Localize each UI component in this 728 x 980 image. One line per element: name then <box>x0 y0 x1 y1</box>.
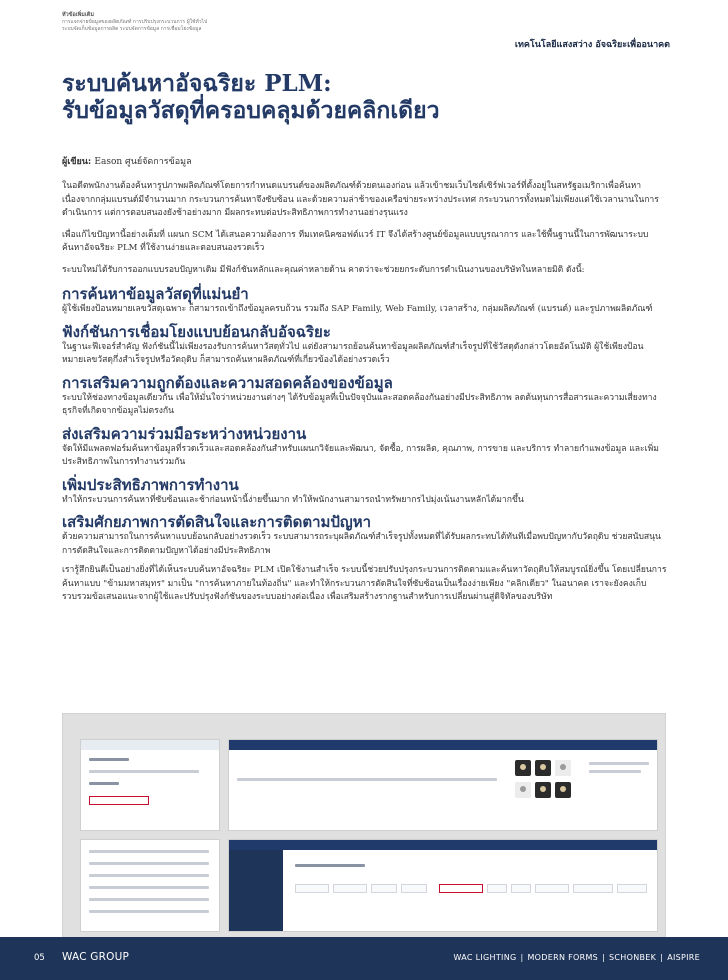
mock-line <box>237 778 497 781</box>
header-tagline: เทคโนโลยีแสงสว่าง อัจฉริยะเพื่ออนาคต <box>514 40 670 50</box>
list-screenshot <box>80 839 220 932</box>
mock-tab <box>511 884 531 893</box>
article-title <box>62 70 666 124</box>
product-thumbnail-mock <box>515 760 531 776</box>
mock-line <box>589 770 641 773</box>
mock-line <box>295 864 365 867</box>
meta-line: ระบบจัดเก็บข้อมูลการผลิต ระบบจัดการข้อมูล การเชื่อมโยงข้อมูล <box>62 26 202 32</box>
product-thumbnail-mock <box>515 782 531 798</box>
mock-line <box>89 910 209 913</box>
screenshot-collage <box>62 713 666 948</box>
plm-search-tab-mock <box>439 884 483 893</box>
mock-line <box>89 770 199 773</box>
article-body <box>62 180 668 613</box>
brand-name: AISPIRE <box>667 953 700 962</box>
mock-tab <box>617 884 647 893</box>
product-thumbnail-mock <box>555 760 571 776</box>
section <box>62 425 668 470</box>
brand-name: WAC LIGHTING <box>453 953 517 962</box>
section-heading: ฟังก์ชันการเชื่อมโยงแบบย้อนกลับอัจฉริยะ <box>62 322 331 341</box>
section-heading: เพิ่มประสิทธิภาพการทำงาน <box>62 475 239 494</box>
mock-line <box>589 762 649 765</box>
section-heading: การเสริมความถูกต้องและความสอดคล้องของข้อมูล <box>62 373 393 392</box>
closing-paragraph: เรารู้สึกยินดีเป็นอย่างยิ่งที่ได้เห็นระบบค้นหาอัจฉริยะ PLM เปิดใช้งานสำเร็จ ระบบนี้ช่วยปรับปรุงกระบวนการติดตามและค้นหาวัตถุดิบให้สมบูรณ์ยิ่งขึ้น โดยเปลี่ยนการค้นหาแบบ "ข้ามมหาสมุทร" มาเป็น "การค้นหาภายในท้องถิ่น" และทำให้กระบวนการตัดสินใจที่ซับซ้อนเป็นเรื่องง่ายเพียง "คลิกเดียว" ในอนาคต เราจะยังคงเก็บรวบรวมข้อเสนอแนะจากผู้ใช้และปรับปรุงฟังก์ชันของระบบอย่างต่อเนื่อง เพื่อเสริมสร้างรากฐานสำหรับการเปลี่ยนผ่านสู่ดิจิทัลของบริษัท <box>62 565 667 602</box>
author-label: ผู้เขียน: <box>62 157 92 167</box>
page-number: 05 <box>34 953 45 963</box>
company-logo: WAC GROUP <box>62 951 129 963</box>
section <box>62 513 668 558</box>
section-text: จัดให้มีแพลตฟอร์มค้นหาข้อมูลที่รวดเร็วและสอดคล้องกันสำหรับแผนกวิจัยและพัฒนา, จัดซื้อ, การผลิต, คุณภาพ, การขาย และบริการ ทำลายกำแพงข้อมูล และเพิ่มประสิทธิภาพในการทำงานร่วมกัน <box>62 443 659 467</box>
section-text: ระบบให้ช่องทางข้อมูลเดียวกัน เพื่อให้มั่นใจว่าหน่วยงานต่างๆ ได้รับข้อมูลที่เป็นปัจจุบันและสอดคล้องกันอย่างมีประสิทธิภาพ ลดต้นทุนการสื่อสารและความเสี่ยงทางธุรกิจที่เกิดจากข้อมูลไม่ตรงกัน <box>62 392 657 416</box>
mock-tab <box>333 884 367 893</box>
portal-sidebar-mock <box>229 850 283 931</box>
intro-paragraph: ระบบใหม่ได้รับการออกแบบรอบปัญหาเดิม มีฟังก์ชันหลักและคุณค่าหลายด้าน คาดว่าจะช่วยยกระดับการดำเนินงานของบริษัทในหลายมิติ ดังนี้: <box>62 264 585 275</box>
portal-screenshot <box>228 839 658 932</box>
search-page-screenshot <box>80 739 220 831</box>
plm-search-link-mock <box>89 796 149 805</box>
section-text: ด้วยความสามารถในการค้นหาแบบย้อนกลับอย่างรวดเร็ว ระบบสามารถระบุผลิตภัณฑ์สำเร็จรูปทั้งหมดที่ได้รับผลกระทบได้ทันทีเมื่อพบปัญหากับวัตถุดิบ ช่วยสนับสนุนการตัดสินใจและการติดตามปัญหาได้อย่างมีประสิทธิภาพ <box>62 532 661 556</box>
mock-tab <box>573 884 613 893</box>
mock-tab <box>487 884 507 893</box>
mock-line <box>89 898 209 901</box>
section <box>62 476 668 508</box>
meta-title: หัวข้อเพิ่มเติม <box>62 12 94 18</box>
results-table-screenshot <box>228 739 658 831</box>
portal-header-mock <box>229 840 657 850</box>
mock-line <box>89 886 209 889</box>
section-heading: ส่งเสริมความร่วมมือระหว่างหน่วยงาน <box>62 424 307 443</box>
section <box>62 374 668 419</box>
author-name: Eason ศูนย์จัดการข้อมูล <box>94 157 192 167</box>
mock-tab <box>371 884 397 893</box>
author-byline <box>62 154 192 168</box>
section <box>62 323 668 368</box>
meta-line: การแจกจ่ายข้อมูลของผลิตภัณฑ์ การปรับปรุงกระบวนการ ผู้ใช้ทั่วไป <box>62 19 208 25</box>
top-strip <box>0 0 728 4</box>
brand-list: WAC LIGHTING | MODERN FORMS | SCHONBEK | AISPIRE <box>453 953 700 962</box>
section-text: ทำให้กระบวนการค้นหาที่ซับซ้อนและช้าก่อนหน้านี้ง่ายขึ้นมาก ทำให้พนักงานสามารถนำทรัพยากรไปมุ่งเน้นงานหลักได้มากขึ้น <box>62 494 524 505</box>
title-line: รับข้อมูลวัสดุที่ครอบคลุมด้วยคลิกเดียว <box>62 97 440 124</box>
mock-tab <box>401 884 427 893</box>
product-thumbnail-mock <box>535 760 551 776</box>
mock-line <box>89 850 209 853</box>
mock-line <box>89 874 209 877</box>
section <box>62 285 668 317</box>
mock-line <box>89 862 209 865</box>
mock-line <box>89 758 129 761</box>
intro-paragraph: ในอดีตพนักงานต้องค้นหารูปภาพผลิตภัณฑ์โดยการกำหนดแบรนด์ของผลิตภัณฑ์ด้วยตนเองก่อน แล้วเข้าชมเว็บไซต์เซิร์ฟเวอร์ที่ตั้งอยู่ในสหรัฐอเมริกาเพื่อค้นหา เนื่องจากกลุ่มแบรนด์มีจำนวนมาก กระบวนการค้นหาจึงซับซ้อน และด้วยความล่าช้าของเครือข่ายระหว่างประเทศ กระบวนการทั้งหมดไม่เพียงแต่ใช้เวลานานในการดำเนินการ แต่การตอบสนองยังช้าอย่างมาก มีผลกระทบต่อประสิทธิภาพการทำงานอย่างรุนแรง <box>62 181 659 218</box>
mock-tab <box>535 884 569 893</box>
section-text: ในฐานะฟีเจอร์สำคัญ ฟังก์ชันนี้ไม่เพียงรองรับการค้นหาวัสดุทั่วไป แต่ยังสามารถย้อนค้นหาข้อมูลผลิตภัณฑ์สำเร็จรูปที่ใช้วัสดุดังกล่าวโดยอัตโนมัติ ผู้ใช้เพียงป้อนหมายเลขวัสดุกึ่งสำเร็จรูปหรือวัตถุดิบ ก็สามารถค้นหาผลิตภัณฑ์ที่เกี่ยวข้องได้อย่างรวดเร็ว <box>62 341 644 365</box>
section-heading: การค้นหาข้อมูลวัสดุที่แม่นยำ <box>62 285 249 303</box>
section-heading: เสริมศักยภาพการตัดสินใจและการติดตามปัญหา <box>62 513 372 531</box>
search-bar-mock <box>81 740 219 750</box>
intro-paragraph: เพื่อแก้ไขปัญหานี้อย่างเต็มที่ แผนก SCM ได้เสนอความต้องการ ทีมเทคนิคซอฟต์แวร์ IT จึงได้สร้างศูนย์ข้อมูลแบบบูรณาการ และใช้พื้นฐานนี้ในการพัฒนาระบบค้นหาอัจฉริยะ PLM ที่ใช้งานง่ายและตอบสนองรวดเร็ว <box>62 229 649 253</box>
table-header-mock <box>229 740 657 750</box>
section-text: ผู้ใช้เพียงป้อนหมายเลขวัสดุเฉพาะ ก็สามารถเข้าถึงข้อมูลครบถ้วน รวมถึง SAP Family, Web Family, เวลาสร้าง, กลุ่มผลิตภัณฑ์ (แบรนด์) และรูปภาพผลิตภัณฑ์ <box>62 304 653 314</box>
brand-name: SCHONBEK <box>609 953 657 962</box>
header-meta <box>62 12 362 33</box>
mock-line <box>89 782 119 785</box>
product-thumbnail-mock <box>535 782 551 798</box>
page-footer <box>0 937 728 980</box>
title-line: ระบบค้นหาอัจฉริยะ PLM: <box>62 70 332 97</box>
mock-tab <box>295 884 329 893</box>
product-thumbnail-mock <box>555 782 571 798</box>
brand-name: MODERN FORMS <box>527 953 599 962</box>
